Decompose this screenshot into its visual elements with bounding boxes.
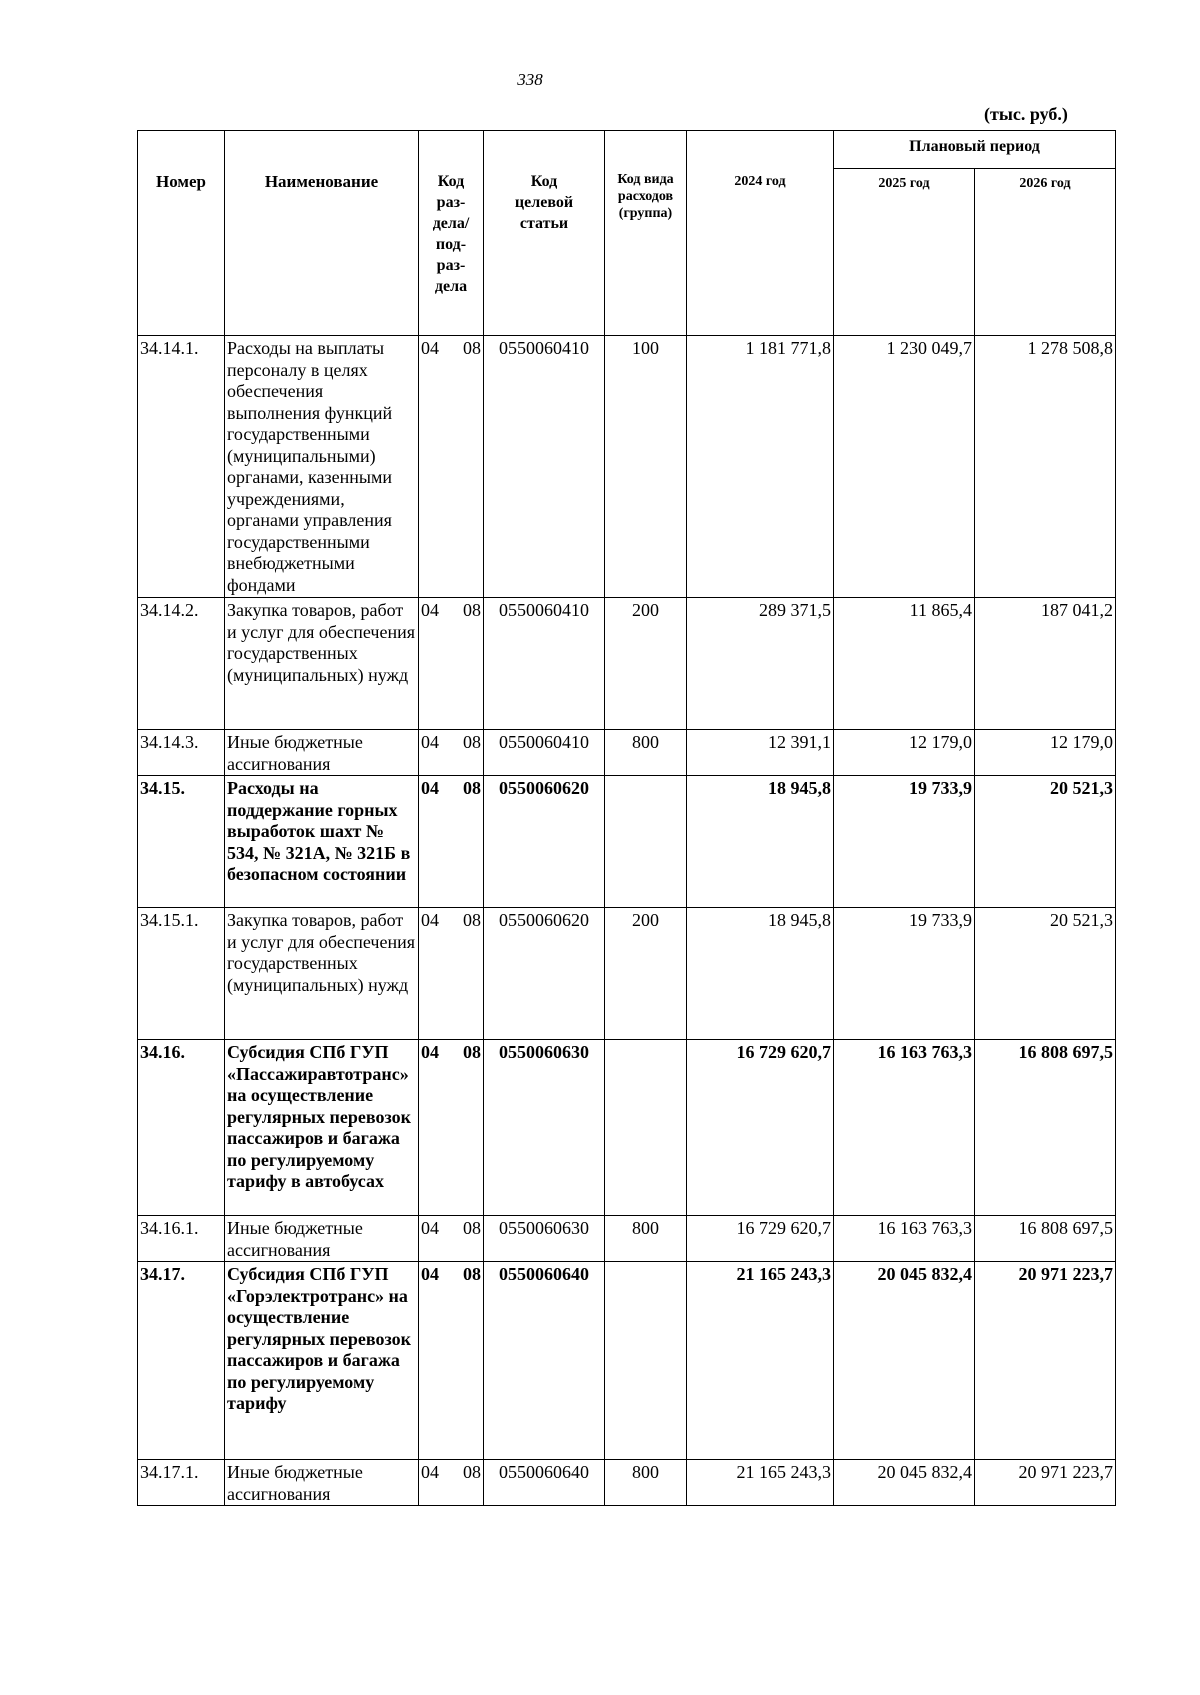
row-expense-group: 800 — [605, 1460, 687, 1506]
row-value-2024: 12 391,1 — [687, 730, 834, 776]
row-value-2024: 16 729 620,7 — [687, 1040, 834, 1216]
row-name: Расходы на поддержание горных выработок шахт № 534, № 321А, № 321Б в безопасном состоянии — [225, 776, 419, 908]
row-target-code: 0550060640 — [484, 1460, 605, 1506]
row-expense-group — [605, 1040, 687, 1216]
row-podrazdel-code: 08 — [463, 338, 481, 358]
table-row — [138, 1040, 1116, 1216]
row-value-2025: 12 179,0 — [834, 730, 975, 776]
row-value-2025: 19 733,9 — [834, 908, 975, 1040]
row-number: 34.14.3. — [138, 730, 225, 776]
row-value-2026: 16 808 697,5 — [975, 1216, 1116, 1262]
row-value-2026: 187 041,2 — [975, 598, 1116, 730]
table-row — [138, 336, 1116, 598]
row-target-code: 0550060640 — [484, 1262, 605, 1460]
row-value-2025: 19 733,9 — [834, 776, 975, 908]
row-number: 34.15.1. — [138, 908, 225, 1040]
row-value-2026: 20 521,3 — [975, 776, 1116, 908]
table-row — [138, 908, 1116, 1040]
row-podrazdel-code: 08 — [463, 778, 481, 798]
table-row — [138, 1216, 1116, 1262]
header-expense-line: Код вида — [617, 172, 674, 187]
row-value-2024: 289 371,5 — [687, 598, 834, 730]
row-name: Иные бюджетные ассигнования — [225, 1216, 419, 1262]
header-target-line: статьи — [519, 215, 569, 232]
table-row — [138, 1262, 1116, 1460]
row-razdel-code: 04 — [421, 1264, 439, 1284]
header-razdel — [419, 131, 484, 336]
row-target-code: 0550060410 — [484, 598, 605, 730]
table-row — [138, 730, 1116, 776]
header-year-2024: 2024 год — [687, 131, 834, 336]
row-name: Субсидия СПб ГУП «Пассажиравтотранс» на осуществление регулярных перевозок пассажиров и багажа по регулируемому тарифу в автобусах — [225, 1040, 419, 1216]
header-razdel-line: под- — [435, 236, 467, 253]
table-row — [138, 598, 1116, 730]
row-number: 34.16.1. — [138, 1216, 225, 1262]
row-razdel-code: 04 — [421, 732, 439, 752]
row-razdel — [419, 730, 484, 776]
row-number: 34.14.1. — [138, 336, 225, 598]
row-podrazdel-code: 08 — [463, 1264, 481, 1284]
row-target-code: 0550060620 — [484, 776, 605, 908]
table-row — [138, 776, 1116, 908]
row-value-2025: 16 163 763,3 — [834, 1040, 975, 1216]
row-name: Субсидия СПб ГУП «Горэлектротранс» на осуществление регулярных перевозок пассажиров и багажа по регулируемому тарифу — [225, 1262, 419, 1460]
units-label: (тыс. руб.) — [984, 104, 1068, 124]
row-value-2024: 18 945,8 — [687, 908, 834, 1040]
row-razdel — [419, 1460, 484, 1506]
row-target-code: 0550060630 — [484, 1040, 605, 1216]
row-expense-group: 200 — [605, 598, 687, 730]
row-razdel-code: 04 — [421, 778, 439, 798]
header-plan-period: Плановый период — [834, 131, 1116, 169]
row-name: Закупка товаров, работ и услуг для обеспечения государственных (муниципальных) нужд — [225, 598, 419, 730]
row-value-2025: 20 045 832,4 — [834, 1460, 975, 1506]
header-year-2026: 2026 год — [975, 169, 1116, 336]
row-value-2024: 21 165 243,3 — [687, 1262, 834, 1460]
row-razdel-code: 04 — [421, 1218, 439, 1238]
row-value-2024: 21 165 243,3 — [687, 1460, 834, 1506]
row-podrazdel-code: 08 — [463, 600, 481, 620]
row-razdel-code: 04 — [421, 1042, 439, 1062]
row-name: Иные бюджетные ассигнования — [225, 1460, 419, 1506]
row-value-2024: 18 945,8 — [687, 776, 834, 908]
row-value-2024: 1 181 771,8 — [687, 336, 834, 598]
row-expense-group — [605, 776, 687, 908]
row-value-2026: 16 808 697,5 — [975, 1040, 1116, 1216]
row-value-2024: 16 729 620,7 — [687, 1216, 834, 1262]
row-razdel — [419, 908, 484, 1040]
row-target-code: 0550060630 — [484, 1216, 605, 1262]
header-name: Наименование — [225, 131, 419, 336]
row-expense-group: 800 — [605, 1216, 687, 1262]
row-razdel — [419, 1262, 484, 1460]
row-expense-group — [605, 1262, 687, 1460]
row-number: 34.15. — [138, 776, 225, 908]
header-number: Номер — [138, 131, 225, 336]
row-razdel — [419, 598, 484, 730]
row-name: Иные бюджетные ассигнования — [225, 730, 419, 776]
header-razdel-line: дела/ — [432, 215, 470, 232]
row-value-2025: 1 230 049,7 — [834, 336, 975, 598]
row-value-2025: 16 163 763,3 — [834, 1216, 975, 1262]
row-number: 34.14.2. — [138, 598, 225, 730]
header-expense-line: расходов — [617, 189, 674, 204]
row-target-code: 0550060620 — [484, 908, 605, 1040]
header-target-line: целевой — [514, 194, 574, 211]
row-expense-group: 200 — [605, 908, 687, 1040]
row-expense-group: 100 — [605, 336, 687, 598]
header-expense-line: (группа) — [618, 206, 673, 221]
row-razdel-code: 04 — [421, 1462, 439, 1482]
row-podrazdel-code: 08 — [463, 732, 481, 752]
header-razdel-line: раз- — [436, 194, 466, 211]
row-podrazdel-code: 08 — [463, 910, 481, 930]
row-expense-group: 800 — [605, 730, 687, 776]
budget-table — [137, 130, 1116, 1506]
page-number: 338 — [517, 70, 543, 89]
row-target-code: 0550060410 — [484, 730, 605, 776]
row-number: 34.17.1. — [138, 1460, 225, 1506]
row-razdel-code: 04 — [421, 910, 439, 930]
row-value-2026: 20 971 223,7 — [975, 1262, 1116, 1460]
row-value-2026: 20 971 223,7 — [975, 1460, 1116, 1506]
row-number: 34.17. — [138, 1262, 225, 1460]
row-value-2026: 12 179,0 — [975, 730, 1116, 776]
row-name: Закупка товаров, работ и услуг для обеспечения государственных (муниципальных) нужд — [225, 908, 419, 1040]
table-row — [138, 1460, 1116, 1506]
row-number: 34.16. — [138, 1040, 225, 1216]
row-value-2026: 20 521,3 — [975, 908, 1116, 1040]
row-razdel-code: 04 — [421, 338, 439, 358]
header-razdel-line: дела — [434, 278, 468, 295]
row-podrazdel-code: 08 — [463, 1462, 481, 1482]
row-podrazdel-code: 08 — [463, 1218, 481, 1238]
row-razdel-code: 04 — [421, 600, 439, 620]
header-year-2025: 2025 год — [834, 169, 975, 336]
row-razdel — [419, 1216, 484, 1262]
header-razdel-line: раз- — [436, 257, 466, 274]
row-razdel — [419, 1040, 484, 1216]
header-expense-type — [605, 131, 687, 336]
header-razdel-line: Код — [437, 173, 465, 190]
row-razdel — [419, 336, 484, 598]
row-value-2025: 20 045 832,4 — [834, 1262, 975, 1460]
header-target — [484, 131, 605, 336]
header-target-line: Код — [530, 173, 558, 190]
row-razdel — [419, 776, 484, 908]
row-name: Расходы на выплаты персоналу в целях обеспечения выполнения функций государственными (муниципальными) органами, казенными учреждениями, органами управления государственными внебюджетными фондами — [225, 336, 419, 598]
row-target-code: 0550060410 — [484, 336, 605, 598]
row-value-2025: 11 865,4 — [834, 598, 975, 730]
row-value-2026: 1 278 508,8 — [975, 336, 1116, 598]
row-podrazdel-code: 08 — [463, 1042, 481, 1062]
